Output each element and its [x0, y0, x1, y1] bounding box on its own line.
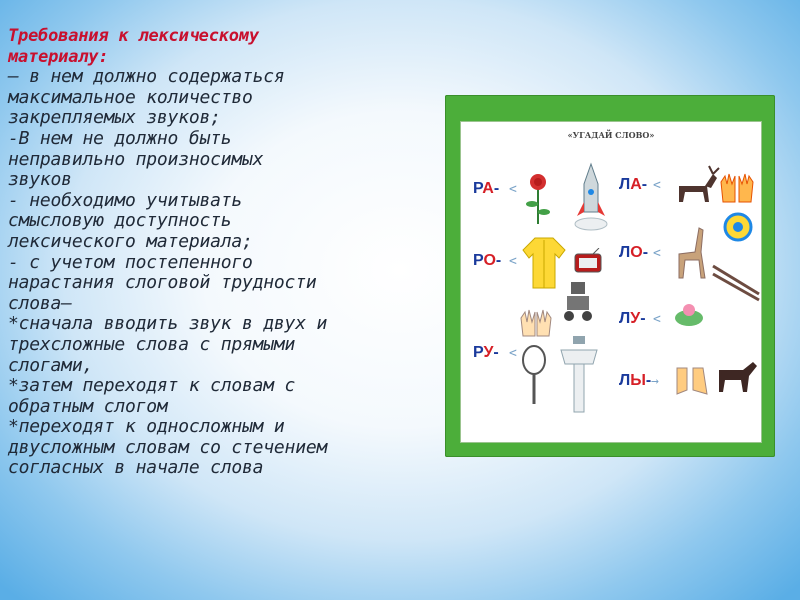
body-line: закрепляемых звуков;: [8, 107, 221, 129]
body-line: трехсложные слова с прямыми: [8, 333, 296, 355]
lotto-icon: [723, 212, 753, 242]
title-line: Требования к лексическому: [8, 26, 259, 46]
feet-icon: [673, 362, 711, 398]
palms-icon: [719, 170, 755, 204]
body-line: нарастания слоговой трудности: [8, 272, 317, 294]
arrow-icon: <: [509, 182, 517, 197]
rocket-icon: [571, 162, 611, 232]
robot-icon: [557, 278, 599, 322]
body-line: максимальное количество: [8, 86, 253, 108]
sink-icon: [559, 334, 599, 416]
body-line: *переходят к односложным и: [8, 416, 285, 438]
body-line: - необходимо учитывать: [8, 189, 243, 211]
arrow-icon: <: [653, 312, 661, 327]
syllable-ra: РА-: [473, 180, 500, 197]
body-line: - с учетом постепенного: [8, 251, 253, 273]
body-line: лексического материала;: [8, 230, 253, 252]
body-line: *затем переходят к словам с: [8, 375, 296, 397]
body-line: согласных в начале слова: [8, 457, 264, 479]
horse-icon: [713, 356, 759, 398]
body-line: смысловую доступность: [8, 210, 232, 232]
arrow-icon: <: [509, 346, 517, 361]
arrow-icon: →: [651, 374, 659, 389]
game-card: [460, 121, 762, 443]
body-line: -В нем не должно быть: [8, 127, 232, 149]
arrow-icon: <: [653, 246, 661, 261]
llama-icon: [673, 226, 709, 280]
tennis-racket-icon: [517, 344, 551, 406]
hands-icon: [517, 308, 553, 338]
skis-icon: [711, 258, 761, 302]
syllable-ro: РО-: [473, 252, 502, 269]
game-card-board: [445, 95, 775, 457]
slide-text-block: [8, 26, 448, 479]
syllable-ru: РУ-: [473, 344, 499, 361]
body-line: неправильно произносимых: [8, 148, 264, 170]
rose-icon: [523, 170, 553, 226]
body-line: обратным слогом: [8, 395, 168, 417]
syllable-lo: ЛО-: [619, 244, 649, 261]
radio-icon: [573, 248, 603, 274]
syllable-ly: ЛЫ-: [619, 372, 652, 389]
elk-icon: [673, 164, 721, 206]
syllable-la: ЛА-: [619, 176, 648, 193]
body-line: слогами,: [8, 354, 94, 376]
syllable-lu: ЛУ-: [619, 310, 646, 327]
body-line: двусложным словам со стечением: [8, 436, 328, 458]
body-line: слова–: [8, 292, 72, 314]
lilypad-icon: [673, 298, 705, 328]
arrow-icon: <: [509, 254, 517, 269]
title-line: материалу:: [8, 46, 109, 67]
arrow-icon: <: [653, 178, 661, 193]
body-line: – в нем должно содержаться: [8, 66, 285, 88]
body-line: звуков: [8, 169, 72, 191]
body-line: *сначала вводить звук в двух и: [8, 313, 328, 335]
game-card-caption: «УГАДАЙ СЛОВО»: [567, 130, 655, 140]
